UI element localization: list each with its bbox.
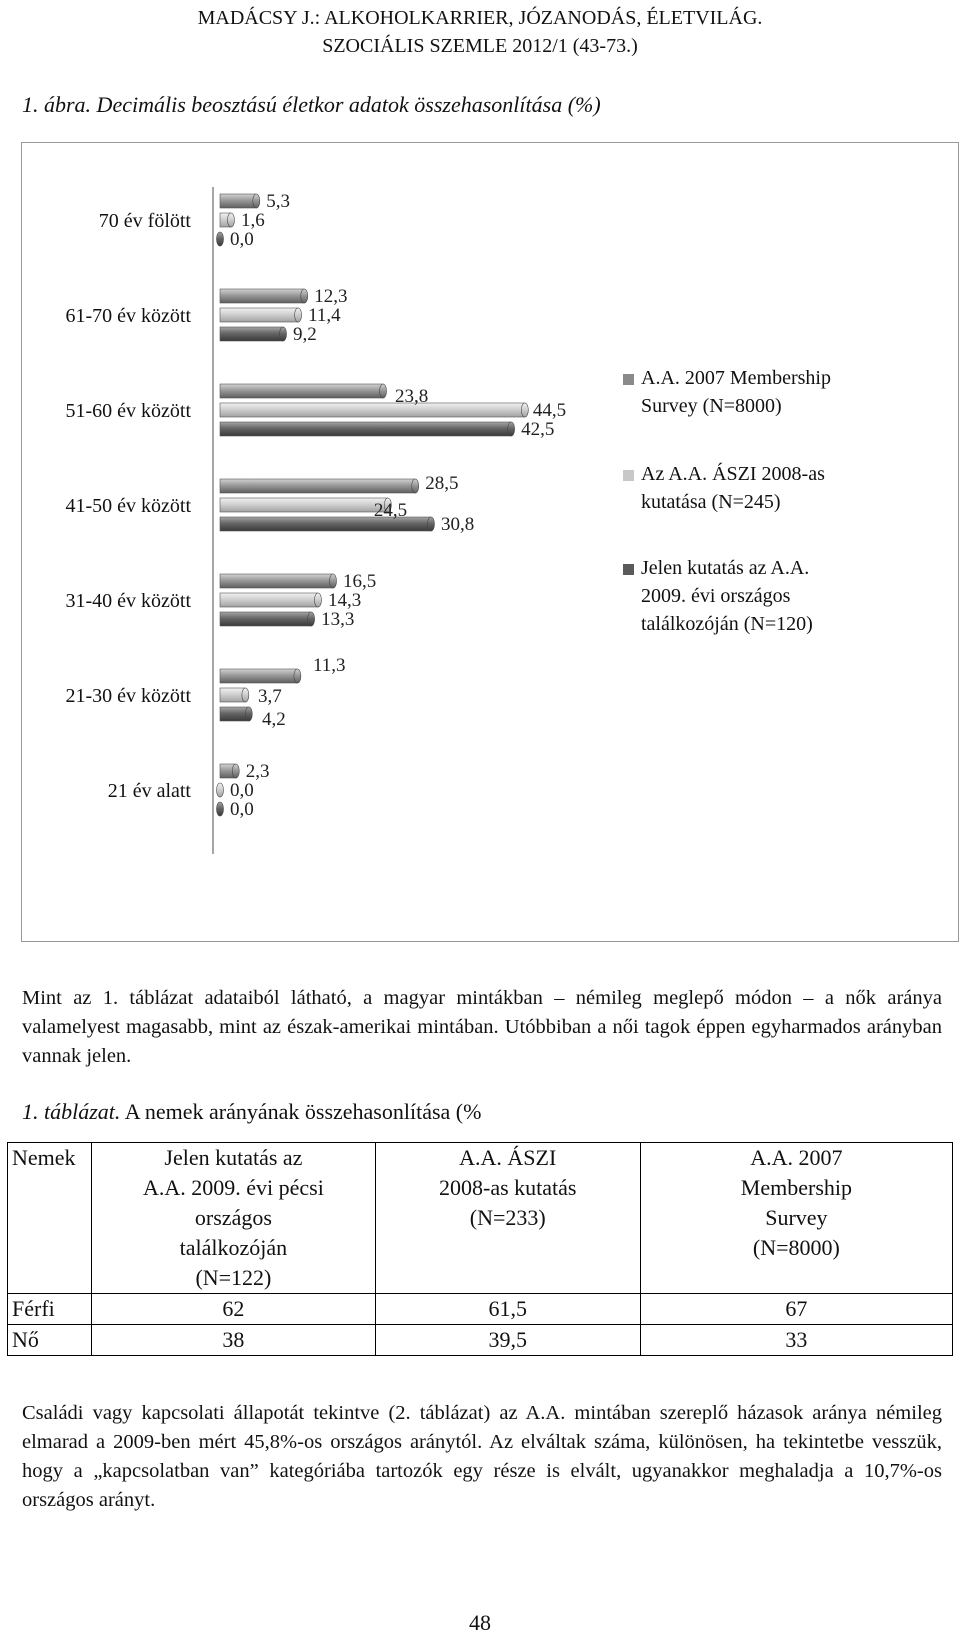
category-label: 21-30 év között (65, 685, 191, 707)
bar (220, 194, 260, 208)
category-label: 61-70 év között (65, 305, 191, 327)
data-label: 13,3 (321, 609, 355, 630)
category-label: 21 év alatt (107, 780, 191, 802)
data-label: 24,5 (373, 500, 408, 521)
data-label: 16,5 (343, 571, 377, 592)
bar (220, 574, 337, 588)
legend-swatch (623, 374, 634, 385)
data-label: 2,3 (245, 761, 270, 782)
legend-label: Survey (N=8000) (641, 395, 782, 417)
bar (220, 688, 249, 702)
paragraph-2: Családi vagy kapcsolati állapotát tekintve (2. táblázat) az A.A. mintában szereplő házasok aránya némileg elmarad a 2009-ben mért 45,8%-os országos aránytól. Az elváltak száma, különösen, ha tekintetbe vesszük, hogy a „kapcsolatban van” kategóriába tartozók egy része is elvált, ugyanakkor meghaladja a 10,7%-os országos arányt. (22, 1402, 942, 1511)
bar (220, 327, 287, 341)
table-header-row (8, 1143, 953, 1294)
running-header (0, 4, 960, 60)
data-label: 3,7 (258, 686, 282, 707)
legend-label: A.A. 2007 Membership (641, 367, 831, 389)
header-line-1: MADÁCSY J.: ALKOHOLKARRIER, JÓZANODÁS, ÉLETVILÁG. (197, 7, 763, 29)
figure-caption: 1. ábra. Decimális beosztású életkor adatok összehasonlítása (%) (22, 92, 601, 117)
table-cell: 61,5 (375, 1294, 640, 1325)
data-label: 14,3 (327, 590, 362, 611)
data-label: 23,8 (395, 386, 429, 407)
bar (217, 802, 224, 816)
data-label: 0,0 (230, 799, 254, 820)
data-label: 42,5 (521, 419, 555, 440)
table-caption-label: 1. táblázat. (22, 1099, 121, 1124)
table-cell: Nő (8, 1325, 92, 1356)
paragraph-1: Mint az 1. táblázat adataiból látható, a magyar mintákban – némileg meglepő módon – a nők aránya valamelyest magasabb, mint az észak-amerikai mintában. Utóbbiban a női tagok éppen egyharmados arányban vannak jelen. (22, 987, 942, 1067)
category-label: 31-40 év között (65, 590, 191, 612)
table-cell: 62 (92, 1294, 376, 1325)
table-header-cell: Jelen kutatás az A.A. 2009. évi pécsi országos találkozóján (N=122) (92, 1143, 376, 1294)
legend-label: 2009. évi országos (641, 585, 791, 607)
legend-label: Jelen kutatás az A.A. (641, 557, 810, 579)
bar (220, 289, 308, 303)
bar (220, 308, 302, 322)
bar (220, 764, 239, 778)
category-label: 41-50 év között (65, 495, 191, 517)
gender-table (7, 1142, 953, 1356)
bar (220, 384, 387, 398)
data-label: 0,0 (230, 229, 254, 250)
age-bar-chart (21, 142, 959, 942)
legend-label: kutatása (N=245) (641, 491, 781, 513)
table-cell: 39,5 (375, 1325, 640, 1356)
table-caption (22, 1099, 481, 1125)
bar (220, 498, 391, 512)
legend-label: Az A.A. ÁSZI 2008-as (641, 463, 825, 485)
table-cell: 67 (640, 1294, 952, 1325)
header-line-2: SZOCIÁLIS SZEMLE 2012/1 (43-73.) (322, 35, 638, 57)
table-cell: 38 (92, 1325, 376, 1356)
data-label: 1,6 (240, 210, 265, 231)
data-label: 30,8 (440, 514, 475, 535)
bar (220, 213, 234, 227)
bar (220, 707, 252, 721)
table-row (8, 1325, 953, 1356)
table-caption-text: A nemek arányának összehasonlítása (% (120, 1099, 482, 1124)
legend-swatch (623, 470, 634, 481)
table-cell: Férfi (8, 1294, 92, 1325)
data-label: 5,3 (266, 191, 291, 212)
bar (220, 669, 301, 683)
category-label: 70 év fölött (98, 210, 191, 232)
table-header-cell: A.A. ÁSZI 2008-as kutatás (N=233) (375, 1143, 640, 1294)
bar (220, 479, 419, 493)
bar (220, 593, 321, 607)
bar (217, 232, 224, 246)
table-header-cell: Nemek (8, 1143, 92, 1294)
page-number: 48 (469, 1610, 491, 1635)
data-label: 28,5 (425, 473, 459, 494)
data-label: 4,2 (262, 709, 286, 730)
data-label: 11,4 (308, 305, 341, 326)
bar (217, 783, 224, 797)
legend-swatch (623, 564, 634, 575)
data-label: 9,2 (293, 324, 317, 345)
bar (220, 403, 528, 417)
legend-label: találkozóján (N=120) (641, 613, 813, 635)
table-header-cell: A.A. 2007 Membership Survey (N=8000) (640, 1143, 952, 1294)
bar (220, 612, 315, 626)
bar (220, 422, 515, 436)
table-cell: 33 (640, 1325, 952, 1356)
data-label: 44,5 (532, 400, 567, 421)
data-label: 12,3 (314, 286, 348, 307)
data-label: 11,3 (313, 655, 346, 676)
table-row (8, 1294, 953, 1325)
category-label: 51-60 év között (65, 400, 191, 422)
data-label: 0,0 (230, 780, 254, 801)
